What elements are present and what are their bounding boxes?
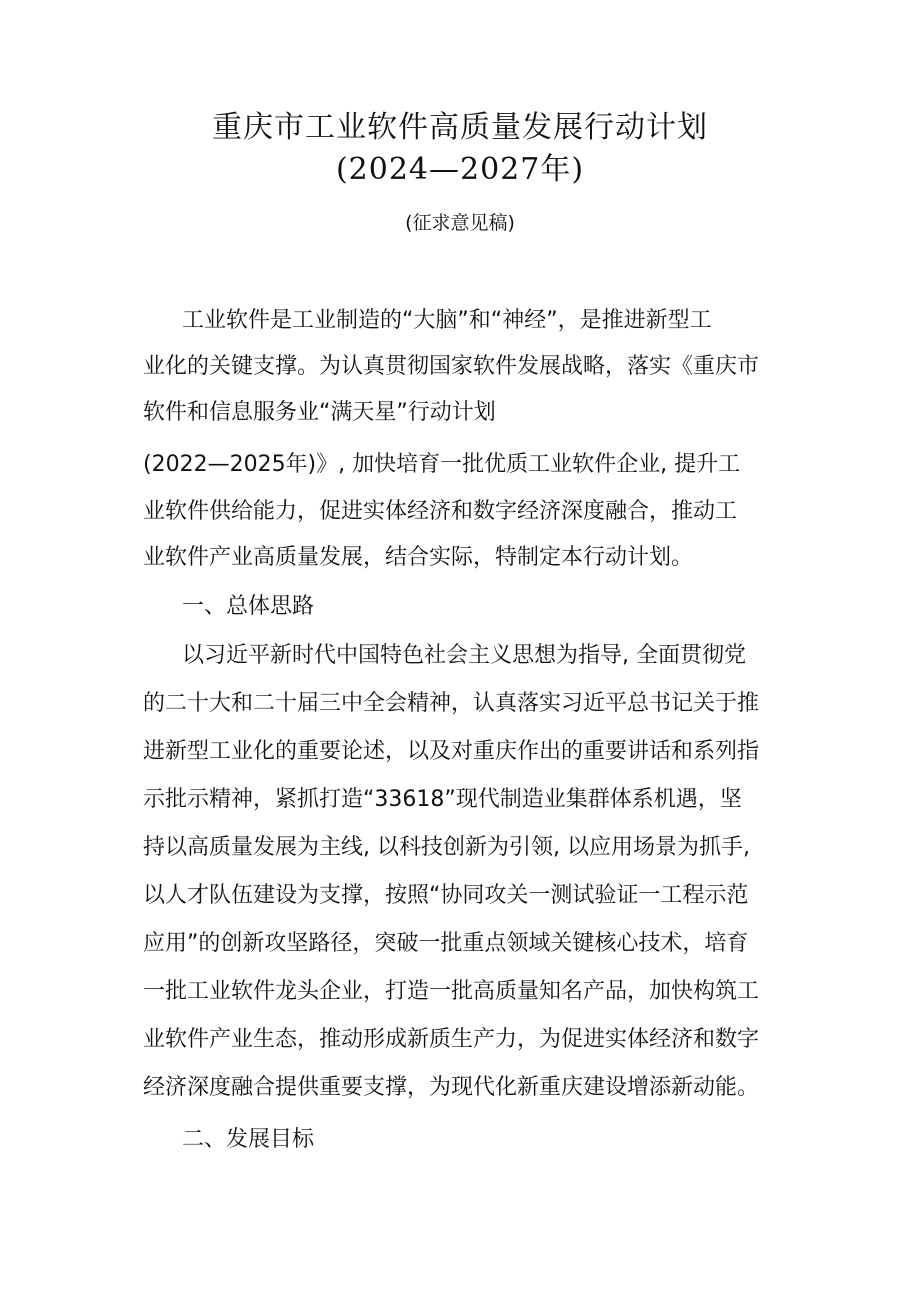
intro-line: 业化的关键支撑。为认真贯彻国家软件发展战略，落实《重庆市 [143, 354, 760, 379]
section1-line: 示批示精神，紧抓打造“33618”现代制造业集群体系机遇，坚 [143, 787, 742, 812]
section1-line: 以人才队伍建设为支撑，按照“协同攻关一测试验证一工程示范 [143, 883, 749, 908]
section1-line: 经济深度融合提供重要支撑，为现代化新重庆建设增添新动能。 [143, 1075, 760, 1100]
section1-line: 以习近平新时代中国特色社会主义思想为指导, 全面贯彻党 [182, 643, 746, 668]
section1-line: 应用”的创新攻坚路径，突破一批重点领域关键核心技术，培育 [143, 931, 749, 956]
section1-line: 业软件产业生态，推动形成新质生产力，为促进实体经济和数字 [143, 1027, 760, 1052]
document-title-line1: 重庆市工业软件高质量发展行动计划 [212, 110, 708, 145]
document-title-line2: (2024—2027年) [335, 152, 585, 187]
section1-line: 的二十大和二十届三中全会精神，认真落实习近平总书记关于推 [143, 691, 760, 716]
section1-line: 进新型工业化的重要论述，以及对重庆作出的重要讲话和系列指 [143, 739, 760, 764]
section1-line: 持以高质量发展为主线, 以科技创新为引领, 以应用场景为抓手, [143, 835, 750, 860]
intro-line: 业软件供给能力，促进实体经济和数字经济深度融合，推动工 [143, 499, 738, 524]
section1-line: 一批工业软件龙头企业，打造一批高质量知名产品，加快构筑工 [143, 979, 760, 1004]
section-heading-development-goals: 二、发展目标 [182, 1127, 315, 1152]
section-heading-general-approach: 一、总体思路 [182, 594, 315, 619]
document-subtitle: (征求意见稿) [405, 212, 515, 234]
intro-line: 业软件产业高质量发展，结合实际，特制定本行动计划。 [143, 545, 694, 570]
intro-line: 工业软件是工业制造的“大脑”和“神经”，是推进新型工 [182, 308, 712, 333]
intro-line: 软件和信息服务业“满天星”行动计划 [143, 400, 496, 425]
intro-line: (2022—2025年)》, 加快培育一批优质工业软件企业, 提升工 [143, 452, 741, 477]
